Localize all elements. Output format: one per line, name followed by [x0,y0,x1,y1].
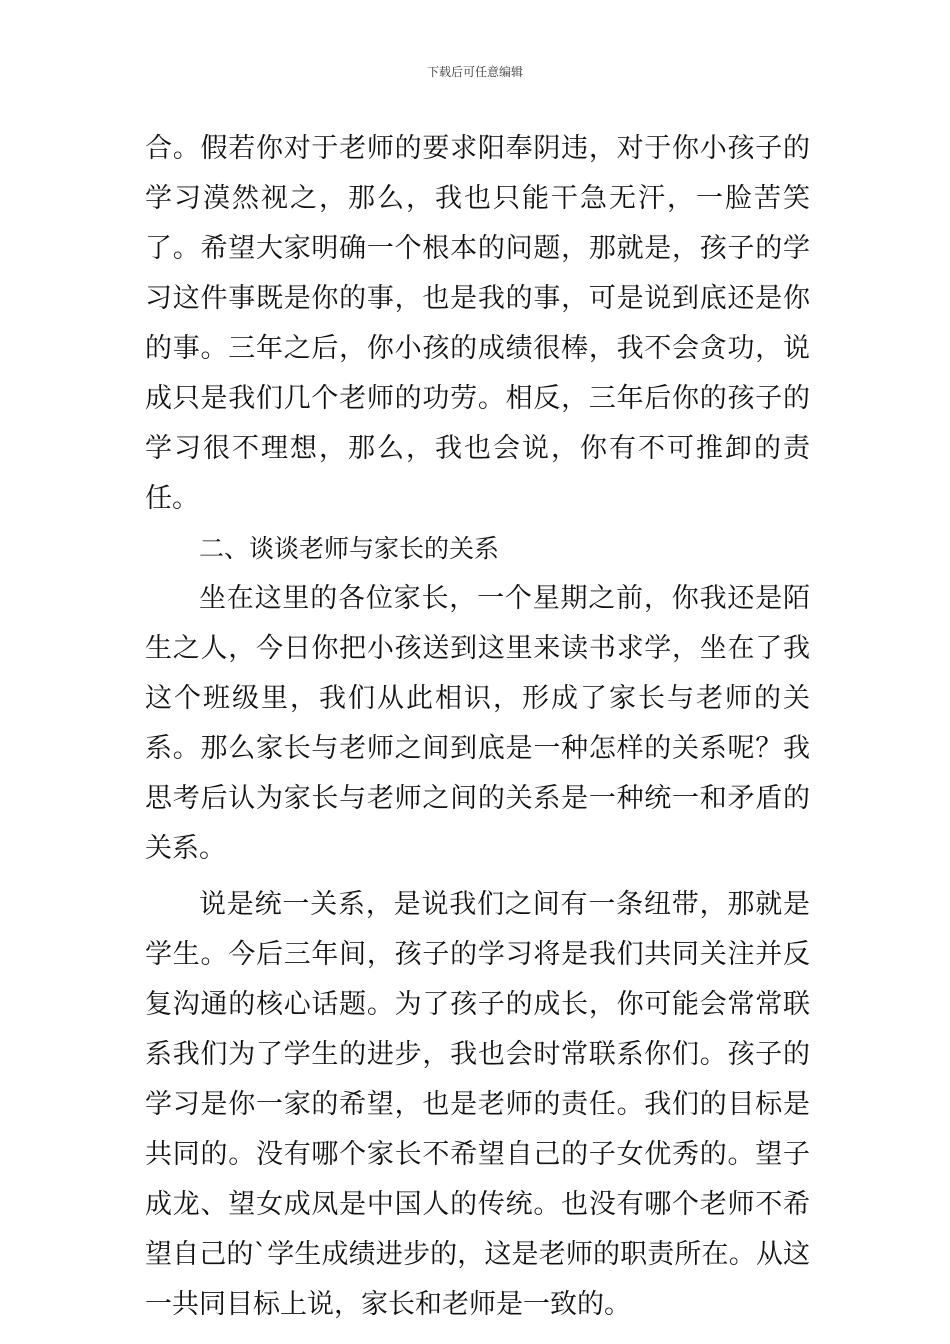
paragraph-relationship: 坐在这里的各位家长，一个星期之前，你我还是陌生之人，今日你把小孩送到这里来读书求学，坐在了我这个班级里，我们从此相识，形成了家长与老师的关系。那么家长与老师之间到底是一种怎样的关系呢？我思考后认为家长与老师之间的关系是一种统一和矛盾的关系。 [145,583,810,864]
paragraph-continuation: 合。假若你对于老师的要求阳奉阴违，对于你小孩子的学习漠然视之，那么，我也只能干急无汗，一脸苦笑了。希望大家明确一个根本的问题，那就是，孩子的学习这件事既是你的事，也是我的事，可是说到底还是你的事。三年之后，你小孩的成绩很棒，我不会贪功，说成只是我们几个老师的功劳。相反，三年后你的孩子的学习很不理想，那么，我也会说，你有不可推卸的责任。 [145,133,810,514]
section-heading: 二、谈谈老师与家长的关系 [199,534,500,563]
paragraph-unity: 说是统一关系，是说我们之间有一条纽带，那就是学生。今后三年间，孩子的学习将是我们共同关注并反复沟通的核心话题。为了孩子的成长，你可能会常常联系我们为了学生的进步，我也会时常联系你们。孩子的学习是你一家的希望，也是老师的责任。我们的目标是共同的。没有哪个家长不希望自己的子女优秀的。望子成龙、望女成凤是中国人的传统。也没有哪个老师不希望自己的`学生成绩进步的，这是老师的职责所在。从这一共同目标上说，家长和老师是一致的。 [145,889,810,1320]
page-header: 下载后可任意编辑 [426,65,523,79]
document-body [145,124,810,1330]
